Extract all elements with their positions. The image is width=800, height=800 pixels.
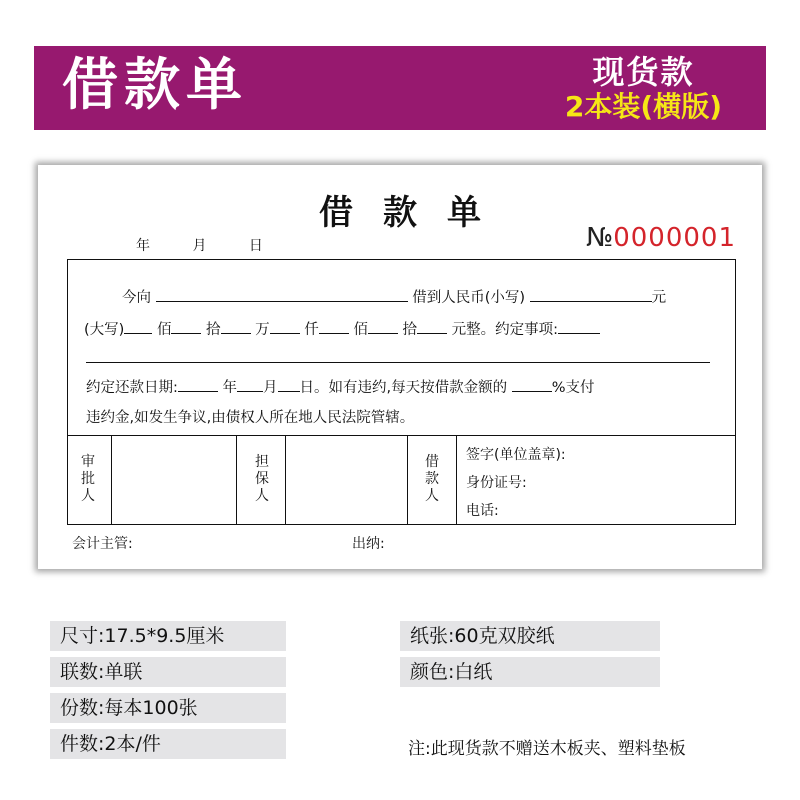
signature-section xyxy=(68,435,735,525)
spec-size: 尺寸:17.5*9.5厘米 xyxy=(50,621,286,651)
agreement-label: 元整。约定事项: xyxy=(451,322,558,338)
sign-label: 签字(单位盖章): xyxy=(466,447,566,463)
accountant-label: 会计主管: xyxy=(72,536,133,552)
repay-month-blank[interactable] xyxy=(237,377,263,392)
cashier-label: 出纳: xyxy=(352,536,385,552)
unit-shi1: 拾 xyxy=(206,322,221,338)
penalty-pct-blank[interactable] xyxy=(512,377,552,392)
divider xyxy=(236,436,237,525)
phone-label: 电话: xyxy=(466,503,499,519)
divider xyxy=(456,436,457,525)
note-text: 注:此现货款不赠送木板夹、塑料垫板 xyxy=(408,739,686,759)
unit-shi2: 拾 xyxy=(402,322,417,338)
line-3 xyxy=(86,376,595,397)
lender-blank[interactable] xyxy=(156,287,408,302)
capital-label: (大写) xyxy=(84,322,125,338)
spec-paper: 纸张:60克双胶纸 xyxy=(400,621,660,651)
agreement-blank[interactable] xyxy=(558,319,600,334)
banner-badge xyxy=(565,54,722,124)
unit-bai2: 佰 xyxy=(353,322,368,338)
agreement-line[interactable] xyxy=(86,362,710,363)
form-grid xyxy=(67,259,736,525)
divider xyxy=(407,436,408,525)
blank-yuan[interactable] xyxy=(417,319,447,334)
repay-year-blank[interactable] xyxy=(178,377,218,392)
divider xyxy=(285,436,286,525)
yuan-label: 元 xyxy=(651,290,667,306)
spec-count: 份数:每本100张 xyxy=(50,693,286,723)
unit-wan: 万 xyxy=(255,322,270,338)
spec-copies: 联数:单联 xyxy=(50,657,286,687)
blank-wan[interactable] xyxy=(221,319,251,334)
id-label: 身份证号: xyxy=(466,475,527,491)
repay-date-label: 约定还款日期: xyxy=(86,380,178,396)
blank-qian[interactable] xyxy=(270,319,300,334)
line-2 xyxy=(84,318,600,339)
amount-blank[interactable] xyxy=(530,287,652,302)
blank-shi2[interactable] xyxy=(368,319,398,334)
form-title: 借款单 xyxy=(319,193,511,233)
day-label: 日 xyxy=(248,238,263,254)
blank-shi1[interactable] xyxy=(171,319,201,334)
repay-day-blank[interactable] xyxy=(278,377,300,392)
serial-prefix: № xyxy=(586,223,614,253)
top-banner xyxy=(34,46,766,130)
line-1 xyxy=(122,286,666,307)
approver-label: 审批人 xyxy=(81,454,95,504)
repay-month-label: 月 xyxy=(263,380,278,396)
amount-small-label: 借到人民币(小写) xyxy=(412,290,526,306)
guarantor-label: 担保人 xyxy=(255,454,269,504)
pct-label: %支付 xyxy=(551,380,595,396)
to-label: 今向 xyxy=(122,290,151,306)
unit-qian: 仟 xyxy=(304,322,319,338)
serial-number xyxy=(586,223,736,253)
blank-bai2[interactable] xyxy=(319,319,349,334)
repay-year-label: 年 xyxy=(222,380,237,396)
year-label: 年 xyxy=(136,238,150,254)
date-row xyxy=(136,235,301,255)
line-4: 违约金,如发生争议,由债权人所在地人民法院管辖。 xyxy=(86,410,415,426)
borrower-label: 借款人 xyxy=(425,454,439,504)
month-label: 月 xyxy=(192,238,207,254)
spec-pieces: 件数:2本/件 xyxy=(50,729,286,759)
serial-value: 0000001 xyxy=(613,223,736,253)
penalty-text: 日。如有违约,每天按借款金额的 xyxy=(299,380,508,396)
spec-color: 颜色:白纸 xyxy=(400,657,660,687)
unit-bai: 佰 xyxy=(156,322,172,338)
banner-sub1: 现货款 xyxy=(592,53,695,91)
blank-bai[interactable] xyxy=(124,319,152,334)
banner-sub2: 2本装(横版) xyxy=(564,90,722,123)
divider xyxy=(111,436,112,525)
loan-form xyxy=(38,165,762,569)
banner-title: 借款单 xyxy=(62,53,248,118)
